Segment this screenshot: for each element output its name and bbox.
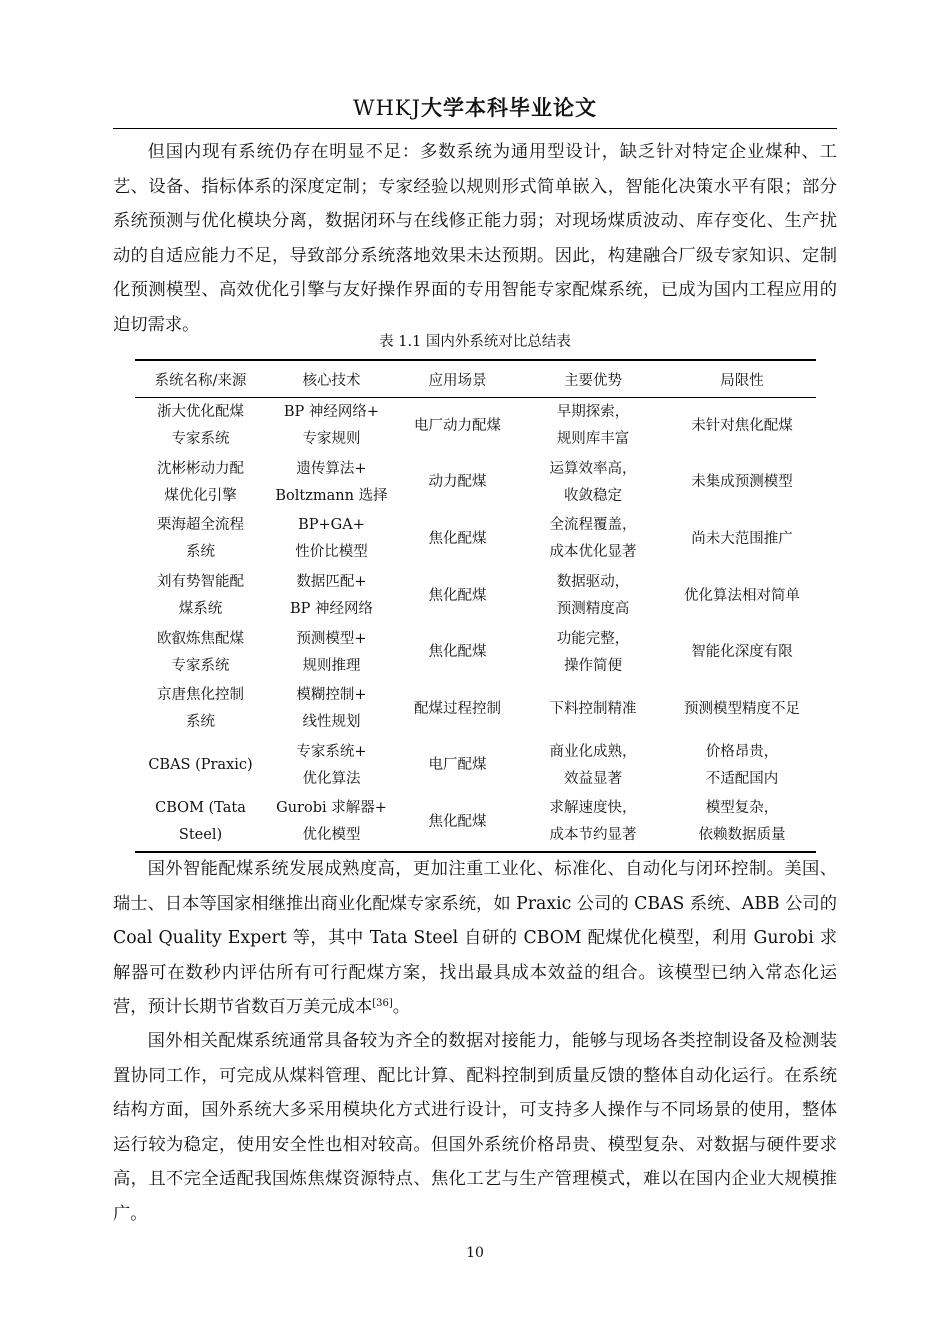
- column-header: 系统名称/来源: [135, 360, 266, 398]
- cell-core-tech: [266, 738, 397, 795]
- cell-line: 成本优化显著: [549, 544, 637, 561]
- cell-limitation: [668, 455, 816, 512]
- citation-ref: [36]: [372, 998, 393, 1009]
- column-header: 主要优势: [518, 360, 668, 398]
- cell-line: 操作简便: [564, 657, 622, 674]
- cell-line: 早期探索，: [556, 404, 630, 421]
- cell-limitation: [668, 624, 816, 681]
- cell-scenario: [397, 398, 518, 455]
- cell-line: 效益显著: [564, 770, 622, 787]
- comparison-table: [135, 359, 816, 853]
- column-header: 核心技术: [266, 360, 397, 398]
- page-number: 10: [466, 1245, 484, 1261]
- cell-limitation: [668, 794, 816, 852]
- paragraph-foreign-systems-text: 国外智能配煤系统发展成熟度高，更加注重工业化、标准化、自动化与闭环控制。美国、瑞士、日本等国家相继推出商业化配煤专家系统，如 Praxic 公司的 CBAS 系统、ABB 公司的 Coal Quality Expert 等，其中 Tata Steel 自研的 CBOM 配煤优化模型，利用 Gurobi 求解器可在数秒内评估所有可行配煤方案，找出最具成本效益的组合。该模型已纳入常态化运营，预计长期节省数百万美元成本: [113, 859, 837, 1017]
- table-row: [135, 398, 816, 455]
- cell-line: Boltzmann 选择: [275, 487, 388, 504]
- cell-scenario: [397, 624, 518, 681]
- table-caption: 表 1.1 国内外系统对比总结表: [379, 334, 571, 350]
- cell-limitation: [668, 681, 816, 738]
- cell-line: BP+GA+: [298, 517, 365, 534]
- cell-system-name: [135, 568, 266, 625]
- cell-line: 栗海超全流程: [157, 517, 244, 534]
- cell-scenario: [397, 568, 518, 625]
- cell-scenario: [397, 511, 518, 568]
- table-row: [135, 455, 816, 512]
- cell-system-name: [135, 794, 266, 852]
- cell-scenario: [397, 455, 518, 512]
- cell-line: 动力配煤: [428, 474, 487, 491]
- cell-line: 规则库丰富: [556, 431, 630, 448]
- header-code: WHKJ: [352, 96, 421, 120]
- cell-line: 焦化配煤: [428, 813, 487, 830]
- table-header-row: [135, 360, 816, 398]
- cell-line: 未针对焦化配煤: [691, 417, 793, 434]
- cell-line: 专家系统: [171, 657, 230, 674]
- cell-core-tech: [266, 568, 397, 625]
- cell-line: 焦化配煤: [428, 587, 487, 604]
- table-row: [135, 568, 816, 625]
- cell-line: 智能化深度有限: [691, 644, 793, 661]
- cell-limitation: [668, 568, 816, 625]
- cell-line: 运算效率高，: [549, 460, 637, 477]
- cell-line: 预测模型+: [296, 630, 367, 647]
- cell-line: 性价比模型: [295, 544, 368, 561]
- cell-line: 尚未大范围推广: [691, 530, 793, 547]
- cell-line: 欧叡炼焦配煤: [157, 630, 244, 647]
- cell-line: 求解速度快，: [549, 800, 637, 817]
- cell-core-tech: [266, 455, 397, 512]
- table-row: [135, 511, 816, 568]
- cell-line: 优化算法相对简单: [684, 587, 800, 604]
- cell-advantage: [518, 624, 668, 681]
- cell-line: 数据驱动，: [556, 574, 630, 591]
- cell-line: 功能完整，: [556, 630, 630, 647]
- page-header: [0, 92, 950, 122]
- cell-line: CBOM (Tata: [155, 800, 246, 817]
- cell-line: 不适配国内: [705, 770, 779, 787]
- cell-system-name: [135, 455, 266, 512]
- cell-limitation: [668, 511, 816, 568]
- cell-line: 系统: [186, 544, 215, 561]
- table-row: [135, 794, 816, 852]
- cell-advantage: [518, 738, 668, 795]
- cell-line: 电厂配煤: [428, 757, 487, 774]
- table-row: [135, 738, 816, 795]
- cell-line: 全流程覆盖，: [549, 517, 637, 534]
- cell-line: 依赖数据质量: [698, 827, 786, 844]
- table-row: [135, 624, 816, 681]
- cell-line: 预测模型精度不足: [684, 700, 800, 717]
- cell-line: 规则推理: [302, 657, 361, 674]
- column-header: 应用场景: [397, 360, 518, 398]
- cell-advantage: [518, 398, 668, 455]
- cell-line: Gurobi 求解器+: [276, 800, 387, 817]
- cell-line: Steel): [178, 827, 223, 844]
- cell-line: 成本节约显著: [549, 827, 637, 844]
- cell-line: 浙大优化配煤: [157, 404, 244, 421]
- cell-system-name: [135, 681, 266, 738]
- cell-line: 配煤过程控制: [414, 700, 501, 717]
- cell-line: 数据匹配+: [296, 574, 367, 591]
- cell-advantage: [518, 794, 668, 852]
- cell-scenario: [397, 738, 518, 795]
- cell-line: 优化模型: [302, 827, 361, 844]
- table-body: [135, 398, 816, 852]
- cell-line: 价格昂贵，: [705, 743, 779, 760]
- cell-line: 线性规划: [302, 714, 361, 731]
- cell-line: BP 神经网络+: [283, 404, 380, 421]
- cell-line: 煤优化引擎: [164, 487, 237, 504]
- cell-line: 沈彬彬动力配: [157, 460, 244, 477]
- header-rule: [113, 128, 837, 129]
- table-row: [135, 681, 816, 738]
- column-header: 局限性: [668, 360, 816, 398]
- cell-line: 遗传算法+: [296, 460, 367, 477]
- cell-core-tech: [266, 681, 397, 738]
- cell-advantage: [518, 681, 668, 738]
- cell-line: BP 神经网络: [289, 601, 374, 618]
- cell-core-tech: [266, 624, 397, 681]
- cell-line: 专家系统: [171, 431, 230, 448]
- cell-system-name: [135, 398, 266, 455]
- cell-line: 未集成预测模型: [691, 474, 793, 491]
- cell-scenario: [397, 681, 518, 738]
- cell-limitation: [668, 398, 816, 455]
- cell-line: 优化算法: [302, 770, 361, 787]
- cell-line: 电厂动力配煤: [414, 417, 501, 434]
- cell-core-tech: [266, 794, 397, 852]
- cell-line: 收敛稳定: [564, 487, 622, 504]
- cell-line: 焦化配煤: [428, 530, 487, 547]
- cell-limitation: [668, 738, 816, 795]
- cell-line: 专家规则: [302, 431, 361, 448]
- cell-line: 焦化配煤: [428, 644, 487, 661]
- paragraph-domestic-shortcomings: 但国内现有系统仍存在明显不足：多数系统为通用型设计，缺乏针对特定企业煤种、工艺、设备、指标体系的深度定制；专家经验以规则形式简单嵌入，智能化决策水平有限；部分系统预测与优化模块分离，数据闭环与在线修正能力弱；对现场煤质波动、库存变化、生产扰动的自适应能力不足，导致部分系统落地效果未达预期。因此，构建融合厂级专家知识、定制化预测模型、高效优化引擎与友好操作界面的专用智能专家配煤系统，已成为国内工程应用的迫切需求。: [113, 142, 837, 335]
- cell-line: 模型复杂，: [705, 800, 779, 817]
- cell-line: 模糊控制+: [296, 687, 367, 704]
- cell-line: 商业化成熟，: [549, 743, 637, 760]
- cell-advantage: [518, 511, 668, 568]
- cell-system-name: [135, 624, 266, 681]
- cell-line: 系统: [186, 714, 215, 731]
- cell-advantage: [518, 455, 668, 512]
- cell-line: 刘有势智能配: [157, 574, 244, 591]
- cell-core-tech: [266, 398, 397, 455]
- cell-line: 下料控制精准: [549, 700, 637, 717]
- cell-core-tech: [266, 511, 397, 568]
- cell-system-name: [135, 738, 266, 795]
- cell-line: 专家系统+: [296, 743, 367, 760]
- cell-line: 煤系统: [178, 601, 223, 618]
- cell-advantage: [518, 568, 668, 625]
- paragraph-end-mark: 。: [392, 997, 411, 1017]
- cell-scenario: [397, 794, 518, 852]
- paragraph-foreign-systems: [113, 852, 837, 1025]
- cell-system-name: [135, 511, 266, 568]
- header-university: 大学本科毕业论文: [421, 96, 597, 120]
- cell-line: 京唐焦化控制: [157, 687, 244, 704]
- cell-line: 预测精度高: [556, 601, 630, 618]
- paragraph-foreign-capabilities: 国外相关配煤系统通常具备较为齐全的数据对接能力，能够与现场各类控制设备及检测装置协同工作，可完成从煤料管理、配比计算、配料控制到质量反馈的整体自动化运行。在系统结构方面，国外系统大多采用模块化方式进行设计，可支持多人操作与不同场景的使用，整体运行较为稳定，使用安全性也相对较高。但国外系统价格昂贵、模型复杂、对数据与硬件要求高，且不完全适配我国炼焦煤资源特点、焦化工艺与生产管理模式，难以在国内企业大规模推广。: [113, 1031, 837, 1224]
- cell-line: CBAS (Praxic): [148, 757, 253, 774]
